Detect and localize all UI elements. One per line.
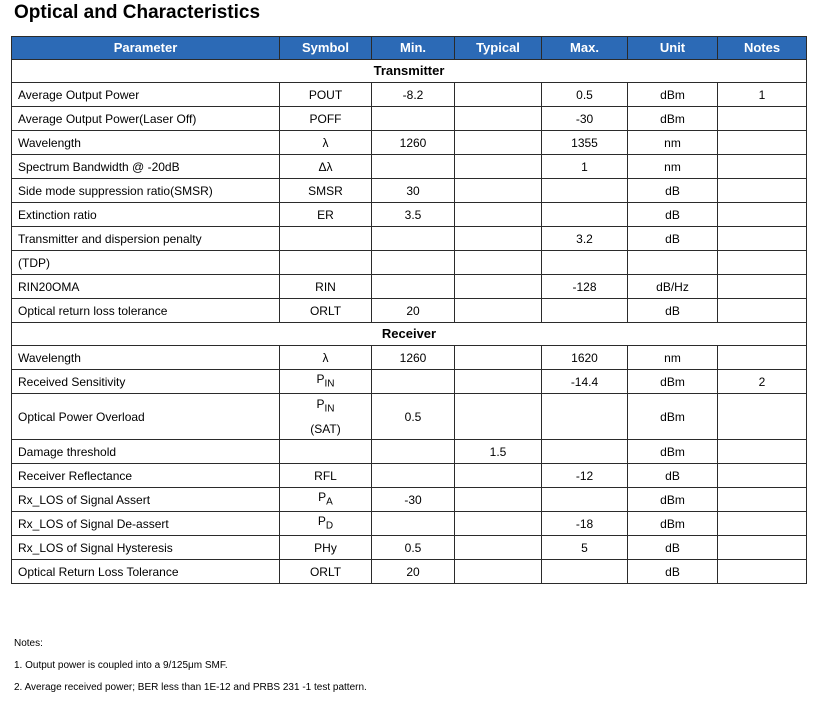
table-row: [12, 131, 807, 155]
cell-parameter: (TDP): [12, 251, 280, 275]
cell-typical: [455, 227, 542, 251]
cell-min: [372, 251, 455, 275]
cell-unit: dB/Hz: [628, 275, 718, 299]
cell-note: [718, 227, 807, 251]
table-header-row: [12, 37, 807, 60]
cell-parameter: Optical Power Overload: [12, 394, 280, 440]
cell-max: [542, 251, 628, 275]
cell-note: [718, 179, 807, 203]
cell-typical: [455, 179, 542, 203]
cell-max: -128: [542, 275, 628, 299]
cell-typical: [455, 560, 542, 584]
table-row: [12, 512, 807, 536]
cell-max: 0.5: [542, 83, 628, 107]
cell-max: [542, 440, 628, 464]
cell-min: [372, 440, 455, 464]
cell-symbol: ORLT: [280, 299, 372, 323]
cell-symbol: [280, 251, 372, 275]
cell-symbol: Δλ: [280, 155, 372, 179]
symbol-subscript: D: [325, 520, 334, 532]
section-row-transmitter: [12, 60, 807, 83]
table-row: [12, 275, 807, 299]
table-row: [12, 536, 807, 560]
cell-unit: [628, 251, 718, 275]
cell-min: 3.5: [372, 203, 455, 227]
cell-typical: [455, 275, 542, 299]
cell-min: 0.5: [372, 394, 455, 440]
cell-symbol: [280, 488, 372, 512]
table-row: [12, 464, 807, 488]
cell-unit: dBm: [628, 512, 718, 536]
symbol-main: P: [318, 490, 327, 505]
cell-min: -30: [372, 488, 455, 512]
cell-parameter: Rx_LOS of Signal Hysteresis: [12, 536, 280, 560]
cell-typical: [455, 488, 542, 512]
cell-symbol: POUT: [280, 83, 372, 107]
cell-max: [542, 203, 628, 227]
cell-note: [718, 131, 807, 155]
cell-typical: [455, 394, 542, 440]
cell-symbol: ER: [280, 203, 372, 227]
cell-typical: [455, 131, 542, 155]
cell-min: [372, 512, 455, 536]
cell-min: [372, 275, 455, 299]
cell-typical: [455, 299, 542, 323]
cell-parameter: RIN20OMA: [12, 275, 280, 299]
cell-note: [718, 512, 807, 536]
cell-unit: nm: [628, 155, 718, 179]
cell-parameter: Side mode suppression ratio(SMSR): [12, 179, 280, 203]
cell-parameter: Wavelength: [12, 346, 280, 370]
cell-typical: 1.5: [455, 440, 542, 464]
table-row: [12, 370, 807, 394]
cell-parameter: Transmitter and dispersion penalty: [12, 227, 280, 251]
cell-unit: dBm: [628, 440, 718, 464]
cell-parameter: Received Sensitivity: [12, 370, 280, 394]
header-notes: Notes: [718, 37, 807, 60]
cell-symbol: λ: [280, 131, 372, 155]
cell-note: [718, 464, 807, 488]
table-row: [12, 346, 807, 370]
cell-symbol: RFL: [280, 464, 372, 488]
table-row: [12, 488, 807, 512]
cell-min: [372, 107, 455, 131]
symbol-subscript: IN: [324, 403, 335, 415]
cell-note: [718, 488, 807, 512]
cell-note: [718, 394, 807, 440]
symbol-subscript: A: [326, 496, 333, 508]
table-row: [12, 107, 807, 131]
section-label-receiver: Receiver: [12, 323, 807, 346]
cell-parameter: Spectrum Bandwidth @ -20dB: [12, 155, 280, 179]
section-label-transmitter: Transmitter: [12, 60, 807, 83]
header-parameter: Parameter: [12, 37, 280, 60]
table-row: [12, 299, 807, 323]
note-item: 1. Output power is coupled into a 9/125μm SMF.: [14, 660, 228, 671]
cell-max: 5: [542, 536, 628, 560]
cell-min: 20: [372, 560, 455, 584]
symbol-suffix: Hy: [322, 540, 337, 555]
cell-max: 1620: [542, 346, 628, 370]
cell-note: [718, 107, 807, 131]
symbol-main: P: [314, 540, 323, 555]
cell-note: [718, 275, 807, 299]
cell-unit: dBm: [628, 83, 718, 107]
table-row: [12, 560, 807, 584]
cell-parameter: Extinction ratio: [12, 203, 280, 227]
cell-note: [718, 560, 807, 584]
cell-max: [542, 179, 628, 203]
header-min: Min.: [372, 37, 455, 60]
cell-typical: [455, 512, 542, 536]
cell-unit: dB: [628, 299, 718, 323]
cell-parameter: Rx_LOS of Signal De-assert: [12, 512, 280, 536]
cell-note: 1: [718, 83, 807, 107]
cell-max: -30: [542, 107, 628, 131]
cell-parameter: Optical Return Loss Tolerance: [12, 560, 280, 584]
cell-min: 1260: [372, 346, 455, 370]
cell-unit: dB: [628, 464, 718, 488]
symbol-line2: (SAT): [310, 422, 341, 437]
table-row: [12, 179, 807, 203]
cell-note: [718, 536, 807, 560]
cell-min: 1260: [372, 131, 455, 155]
table-row: [12, 155, 807, 179]
cell-typical: [455, 346, 542, 370]
cell-unit: dB: [628, 203, 718, 227]
cell-note: [718, 251, 807, 275]
cell-unit: nm: [628, 346, 718, 370]
optical-characteristics-table: [11, 36, 807, 584]
symbol-subscript: IN: [324, 378, 335, 390]
cell-note: [718, 155, 807, 179]
cell-typical: [455, 107, 542, 131]
header-symbol: Symbol: [280, 37, 372, 60]
cell-note: [718, 203, 807, 227]
section-row-receiver: [12, 323, 807, 346]
symbol-main: P: [316, 397, 325, 411]
cell-typical: [455, 155, 542, 179]
cell-note: [718, 346, 807, 370]
cell-max: [542, 394, 628, 440]
cell-min: 30: [372, 179, 455, 203]
notes-section: [14, 637, 367, 703]
cell-symbol: POFF: [280, 107, 372, 131]
cell-max: [542, 488, 628, 512]
cell-parameter: Receiver Reflectance: [12, 464, 280, 488]
symbol-main: P: [317, 514, 326, 529]
notes-heading: Notes:: [14, 638, 43, 649]
cell-parameter: Damage threshold: [12, 440, 280, 464]
cell-symbol: [280, 227, 372, 251]
cell-parameter: Average Output Power: [12, 83, 280, 107]
cell-symbol: [280, 394, 372, 440]
cell-min: 20: [372, 299, 455, 323]
cell-unit: dB: [628, 536, 718, 560]
cell-symbol: [280, 370, 372, 394]
cell-symbol: ORLT: [280, 560, 372, 584]
cell-max: [542, 560, 628, 584]
cell-max: -12: [542, 464, 628, 488]
cell-symbol: [280, 512, 372, 536]
cell-typical: [455, 251, 542, 275]
cell-note: 2: [718, 370, 807, 394]
cell-min: [372, 227, 455, 251]
cell-symbol: [280, 536, 372, 560]
cell-max: [542, 299, 628, 323]
cell-min: [372, 370, 455, 394]
cell-unit: dBm: [628, 370, 718, 394]
cell-typical: [455, 83, 542, 107]
cell-parameter: Rx_LOS of Signal Assert: [12, 488, 280, 512]
note-item: 2. Average received power; BER less than 1E-12 and PRBS 231 -1 test pattern.: [14, 682, 367, 693]
cell-max: 1: [542, 155, 628, 179]
cell-min: [372, 464, 455, 488]
cell-typical: [455, 203, 542, 227]
cell-parameter: Optical return loss tolerance: [12, 299, 280, 323]
cell-unit: dBm: [628, 107, 718, 131]
cell-symbol: RIN: [280, 275, 372, 299]
cell-unit: dB: [628, 227, 718, 251]
symbol-main: P: [316, 371, 325, 386]
cell-min: 0.5: [372, 536, 455, 560]
page-title: Optical and Characteristics: [14, 2, 261, 23]
cell-unit: dBm: [628, 394, 718, 440]
cell-max: -18: [542, 512, 628, 536]
cell-symbol: λ: [280, 346, 372, 370]
cell-typical: [455, 536, 542, 560]
table-row: [12, 394, 807, 440]
header-unit: Unit: [628, 37, 718, 60]
cell-typical: [455, 370, 542, 394]
cell-symbol: SMSR: [280, 179, 372, 203]
table-row: [12, 251, 807, 275]
header-typical: Typical: [455, 37, 542, 60]
table-row: [12, 440, 807, 464]
cell-unit: dB: [628, 179, 718, 203]
cell-symbol: [280, 440, 372, 464]
cell-unit: dBm: [628, 488, 718, 512]
cell-note: [718, 440, 807, 464]
cell-unit: dB: [628, 560, 718, 584]
cell-typical: [455, 464, 542, 488]
cell-max: -14.4: [542, 370, 628, 394]
cell-min: -8.2: [372, 83, 455, 107]
table-row: [12, 203, 807, 227]
cell-max: 3.2: [542, 227, 628, 251]
cell-max: 1355: [542, 131, 628, 155]
cell-min: [372, 155, 455, 179]
cell-parameter: Wavelength: [12, 131, 280, 155]
cell-note: [718, 299, 807, 323]
cell-parameter: Average Output Power(Laser Off): [12, 107, 280, 131]
table-row: [12, 83, 807, 107]
cell-unit: nm: [628, 131, 718, 155]
table-row: [12, 227, 807, 251]
header-max: Max.: [542, 37, 628, 60]
